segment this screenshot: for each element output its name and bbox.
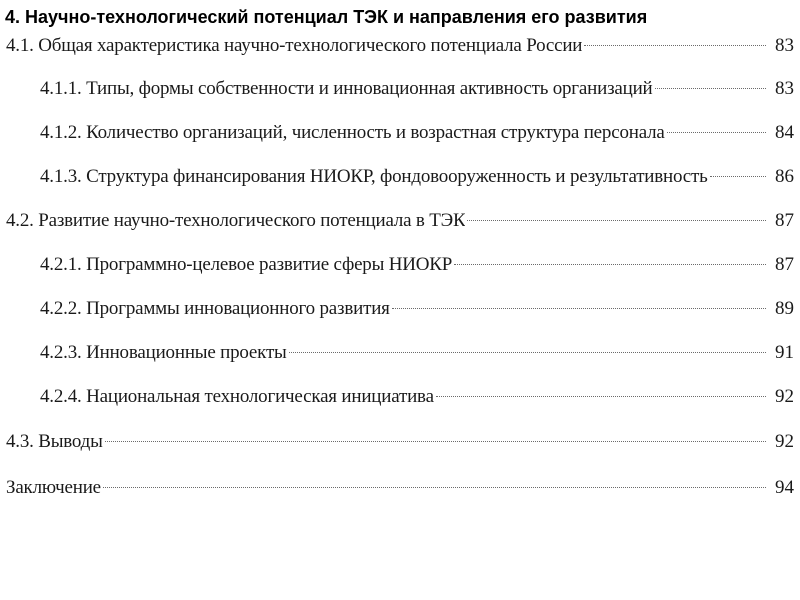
toc-page-number: 84 — [775, 122, 794, 143]
toc-page-number: 89 — [775, 298, 794, 319]
dot-leader — [436, 396, 766, 397]
toc-entry-4-2-1[interactable] — [40, 253, 794, 277]
dot-leader — [105, 441, 766, 442]
dot-leader — [584, 45, 766, 46]
toc-page-number: 83 — [775, 78, 794, 99]
toc-page-number: 92 — [775, 431, 794, 452]
toc-entry-4-3[interactable] — [6, 430, 794, 454]
toc-page-number: 87 — [775, 254, 794, 275]
dot-leader — [392, 308, 766, 309]
dot-leader — [710, 176, 766, 177]
dot-leader — [467, 220, 766, 221]
toc-page-number: 91 — [775, 342, 794, 363]
toc-entry-conclusion[interactable] — [6, 476, 794, 500]
toc-entry-label: 4.2.2. Программы инновационного развития — [40, 298, 390, 319]
dot-leader — [655, 88, 766, 89]
toc-entry-label: 4.1.1. Типы, формы собственности и инновационная активность организаций — [40, 78, 653, 99]
toc-entry-4-2-4[interactable] — [40, 385, 794, 409]
toc-entry-4-1[interactable] — [6, 34, 794, 58]
toc-entry-4-2[interactable] — [6, 209, 794, 233]
toc-entry-label: 4.1.3. Структура финансирования НИОКР, фондовооруженность и результативность — [40, 166, 708, 187]
dot-leader — [667, 132, 766, 133]
toc-entry-4-1-3[interactable] — [40, 165, 794, 189]
toc-page-number: 92 — [775, 386, 794, 407]
toc-page-number: 94 — [775, 477, 794, 498]
toc-entry-label: 4.2. Развитие научно-технологического потенциала в ТЭК — [6, 210, 466, 231]
page-title: 4. Научно-технологический потенциал ТЭК и направления его развития — [5, 7, 648, 27]
toc-entry-label: 4.1.2. Количество организаций, численность и возрастная структура персонала — [40, 122, 665, 143]
toc-entry-label: 4.3. Выводы — [6, 431, 103, 452]
toc-entry-4-2-3[interactable] — [40, 341, 794, 365]
dot-leader — [103, 487, 766, 488]
toc-page-number: 83 — [775, 35, 794, 56]
toc-page-number: 87 — [775, 210, 794, 231]
toc-entry-label: Заключение — [6, 477, 101, 498]
toc-page-number: 86 — [775, 166, 794, 187]
dot-leader — [454, 264, 766, 265]
toc-entry-4-1-1[interactable] — [40, 77, 794, 101]
toc-entry-label: 4.2.3. Инновационные проекты — [40, 342, 287, 363]
toc-entry-label: 4.2.4. Национальная технологическая инициатива — [40, 386, 434, 407]
toc-entry-4-1-2[interactable] — [40, 121, 794, 145]
toc-entry-label: 4.2.1. Программно-целевое развитие сферы НИОКР — [40, 254, 453, 275]
dot-leader — [289, 352, 766, 353]
toc-entry-4-2-2[interactable] — [40, 297, 794, 321]
toc-entry-label: 4.1. Общая характеристика научно-технологического потенциала России — [6, 35, 583, 56]
